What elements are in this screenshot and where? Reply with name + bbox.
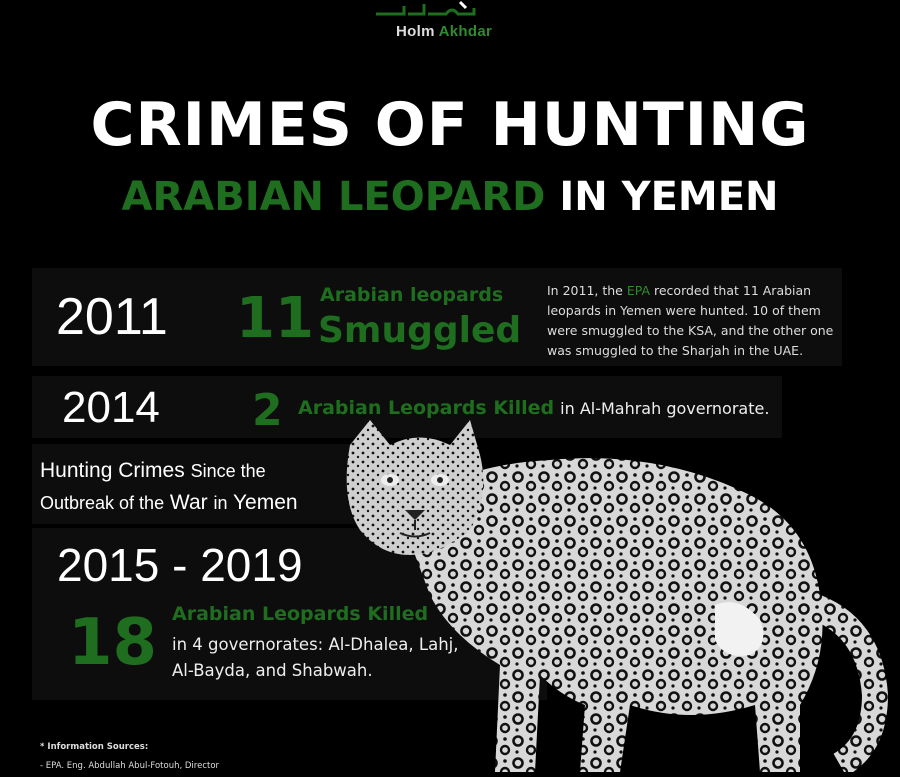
brand-name — [396, 23, 492, 40]
desc-2011-line2: leopards in Yemen were hunted. 10 of them — [547, 303, 821, 318]
label-2014-killed: Arabian Leopards Killed — [298, 397, 555, 419]
period-line2: Al-Bayda, and Shabwah. — [172, 661, 373, 680]
label-2014-location: in Al-Mahrah governorate. — [560, 399, 770, 418]
war-heading-w2: Since the — [190, 461, 266, 481]
desc-2011-rest: recorded that 11 Arabian — [650, 283, 812, 298]
sources-heading: * Information Sources: — [40, 742, 149, 752]
leopard-image — [330, 405, 900, 772]
period-line1: in 4 governorates: Al-Dhalea, Lahj, — [172, 635, 459, 654]
period-governorates — [172, 632, 459, 684]
desc-2011-epa: EPA — [626, 283, 651, 298]
war-heading-w3: Outbreak of the — [40, 493, 165, 513]
sub-title-white: IN YEMEN — [559, 174, 779, 220]
period-years: 2015 - 2019 — [57, 539, 303, 591]
war-heading-w1: Hunting Crimes — [40, 459, 185, 482]
main-title: CRIMES OF HUNTING — [90, 90, 810, 160]
war-heading — [40, 455, 298, 519]
count-2011: 11 — [236, 286, 314, 351]
description-2011 — [547, 281, 837, 361]
period-label: Arabian Leopards Killed — [172, 603, 429, 625]
desc-2011-pre: In 2011, the — [547, 283, 627, 298]
desc-2011-line4: was smuggled to the Sharjah in the UAE. — [547, 343, 804, 358]
label-2014 — [298, 397, 769, 419]
desc-2011-line3: were smuggled to the KSA, and the other one — [547, 323, 834, 338]
label-2011-big: Smuggled — [318, 310, 522, 351]
sources-item-1: - EPA. Eng. Abdullah Abul-Fotouh, Director — [40, 761, 220, 771]
sub-title-green: ARABIAN LEOPARD — [121, 174, 546, 220]
period-count: 18 — [68, 606, 158, 680]
brand-name-part1: Holm — [396, 23, 435, 40]
label-2011-small: Arabian leopards — [320, 284, 504, 306]
war-heading-w6: Yemen — [232, 491, 298, 514]
count-2014: 2 — [252, 385, 283, 436]
brand-name-part2: Akhdar — [438, 23, 493, 40]
brand-logo-mark — [374, 0, 494, 20]
sub-title — [0, 174, 900, 220]
war-heading-w4: War — [169, 491, 208, 514]
year-2014: 2014 — [62, 383, 160, 432]
year-2011: 2011 — [56, 288, 168, 346]
war-heading-w5: in — [213, 493, 228, 513]
